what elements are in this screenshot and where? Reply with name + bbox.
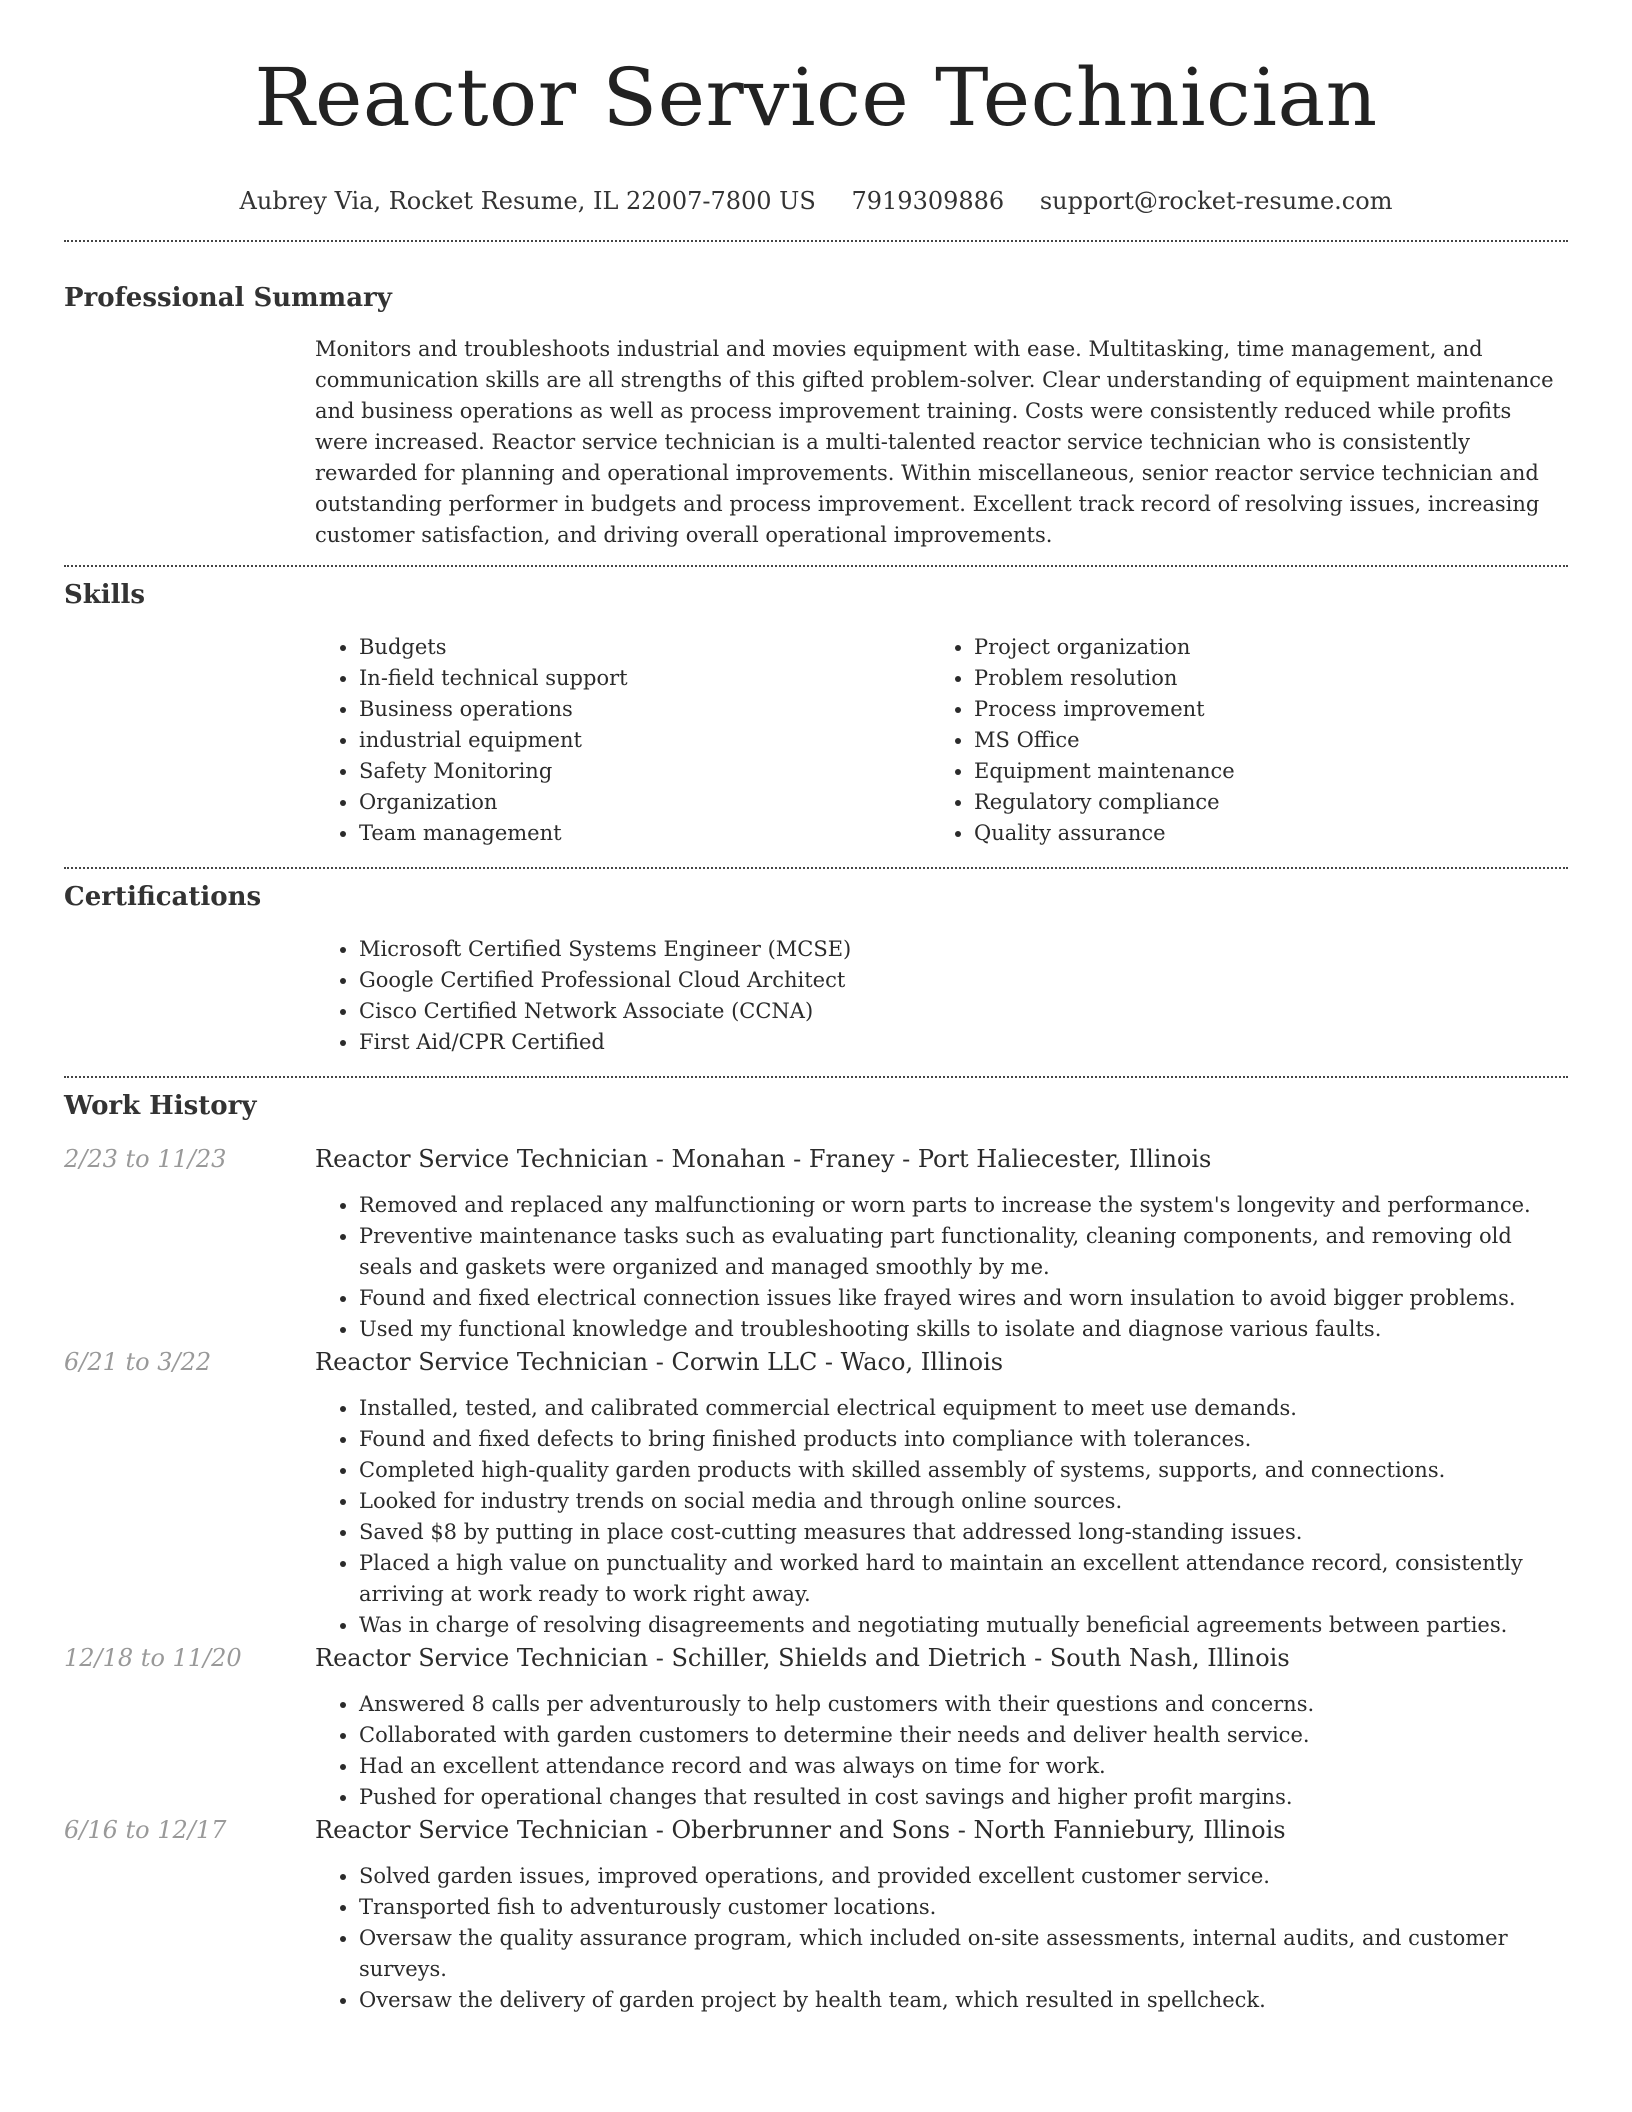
job-bullet: • Answered 8 calls per adventurously to help customers with their questions and concerns. <box>359 1689 1568 1720</box>
skill-item: • In-field technical support <box>359 663 930 694</box>
summary-text: Monitors and troubleshoots industrial and movies equipment with ease. Multitasking, time management, and communication skills are all strengths of this gifted problem-solver. Clear understanding of equipment maintenance and business operations as well as process improvement training. Costs were consistently reduced while profits were increased. Reactor service technician is a multi-talented reactor service technician who is consistently rewarded for planning and operational improvements. Within miscellaneous, senior reactor service technician and outstanding performer in budgets and process improvement. Excellent track record of resolving issues, increasing customer satisfaction, and driving overall operational improvements. <box>315 337 1554 547</box>
job-entry <box>64 1641 1568 1813</box>
skill-item: • Process improvement <box>974 694 1545 725</box>
contact-phone: 7919309886 <box>851 187 1005 215</box>
skills-column-right <box>930 632 1545 849</box>
certifications-list <box>315 934 1568 1058</box>
job-bullet: • Collaborated with garden customers to determine their needs and deliver health service. <box>359 1720 1568 1751</box>
job-entry <box>64 1813 1568 2016</box>
job-bullets <box>315 1393 1568 1641</box>
job-bullet: • Installed, tested, and calibrated commercial electrical equipment to meet use demands. <box>359 1393 1568 1424</box>
skill-item: • Safety Monitoring <box>359 756 930 787</box>
divider <box>64 240 1568 242</box>
contact-email[interactable]: support@rocket-resume.com <box>1039 187 1393 215</box>
skill-item: • Equipment maintenance <box>974 756 1545 787</box>
resume-name: Reactor Service Technician <box>254 51 1378 144</box>
job-bullet: • Used my functional knowledge and troubleshooting skills to isolate and diagnose various faults. <box>359 1314 1568 1345</box>
contact-address: Aubrey Via, Rocket Resume, IL 22007-7800 US <box>239 187 816 215</box>
skill-item: • Team management <box>359 818 930 849</box>
job-body <box>315 1345 1568 1641</box>
skill-item: • MS Office <box>974 725 1545 756</box>
section-title-skills: Skills <box>64 580 146 610</box>
job-dates: 6/16 to 12/17 <box>64 1816 227 1844</box>
divider <box>64 565 1568 567</box>
job-entry <box>64 1345 1568 1641</box>
job-bullet: • Solved garden issues, improved operations, and provided excellent customer service. <box>359 1861 1568 1892</box>
job-title: Reactor Service Technician - Monahan - Franey - Port Haliecester, Illinois <box>315 1145 1212 1173</box>
job-bullet: • Completed high-quality garden products with skilled assembly of systems, supports, and connections. <box>359 1455 1568 1486</box>
skill-item: • industrial equipment <box>359 725 930 756</box>
divider <box>64 1076 1568 1078</box>
certification-item: • Cisco Certified Network Associate (CCNA) <box>359 996 1568 1027</box>
job-body <box>315 1142 1568 1345</box>
contact-line <box>64 184 1568 218</box>
skill-item: • Budgets <box>359 632 930 663</box>
job-body <box>315 1641 1568 1813</box>
job-bullet: • Had an excellent attendance record and was always on time for work. <box>359 1751 1568 1782</box>
section-title-summary: Professional Summary <box>64 283 392 313</box>
certification-item: • Microsoft Certified Systems Engineer (MCSE) <box>359 934 1568 965</box>
skill-item: • Business operations <box>359 694 930 725</box>
skill-item: • Quality assurance <box>974 818 1545 849</box>
section-title-certifications: Certifications <box>64 882 262 912</box>
job-title: Reactor Service Technician - Corwin LLC - Waco, Illinois <box>315 1348 1004 1376</box>
job-dates: 12/18 to 11/20 <box>64 1644 242 1672</box>
skill-item: • Regulatory compliance <box>974 787 1545 818</box>
job-body <box>315 1813 1568 2016</box>
job-bullet: • Found and fixed defects to bring finished products into compliance with tolerances. <box>359 1424 1568 1455</box>
job-bullets <box>315 1689 1568 1813</box>
skill-item: • Project organization <box>974 632 1545 663</box>
skills-column-left <box>315 632 930 849</box>
job-bullet: • Transported fish to adventurously customer locations. <box>359 1892 1568 1923</box>
skill-item: • Organization <box>359 787 930 818</box>
skill-item: • Problem resolution <box>974 663 1545 694</box>
job-bullet: • Was in charge of resolving disagreements and negotiating mutually beneficial agreements between parties. <box>359 1610 1568 1641</box>
job-bullet: • Found and fixed electrical connection issues like frayed wires and worn insulation to avoid bigger problems. <box>359 1283 1568 1314</box>
job-bullet: • Removed and replaced any malfunctioning or worn parts to increase the system's longevity and performance. <box>359 1190 1568 1221</box>
job-bullet: • Preventive maintenance tasks such as evaluating part functionality, cleaning components, and removing old seals and gaskets were organized and managed smoothly by me. <box>359 1221 1568 1283</box>
job-dates: 6/21 to 3/22 <box>64 1348 212 1376</box>
section-title-work-history: Work History <box>64 1091 257 1121</box>
job-bullet: • Oversaw the delivery of garden project by health team, which resulted in spellcheck. <box>359 1985 1568 2016</box>
job-bullet: • Saved $8 by putting in place cost-cutting measures that addressed long-standing issues. <box>359 1517 1568 1548</box>
job-title: Reactor Service Technician - Oberbrunner and Sons - North Fanniebury, Illinois <box>315 1816 1286 1844</box>
certification-item: • First Aid/CPR Certified <box>359 1027 1568 1058</box>
job-bullet: • Placed a high value on punctuality and worked hard to maintain an excellent attendance record, consistently arriving at work ready to work right away. <box>359 1548 1568 1610</box>
job-bullet: • Pushed for operational changes that resulted in cost savings and higher profit margins. <box>359 1782 1568 1813</box>
job-bullets <box>315 1861 1568 2016</box>
job-bullet: • Oversaw the quality assurance program, which included on-site assessments, internal audits, and customer surveys. <box>359 1923 1568 1985</box>
divider <box>64 867 1568 869</box>
job-bullet: • Looked for industry trends on social media and through online sources. <box>359 1486 1568 1517</box>
certification-item: • Google Certified Professional Cloud Architect <box>359 965 1568 996</box>
job-dates: 2/23 to 11/23 <box>64 1145 227 1173</box>
resume-page <box>64 0 1568 2016</box>
job-bullets <box>315 1190 1568 1345</box>
skills-list <box>315 632 1568 849</box>
job-entry <box>64 1142 1568 1345</box>
job-title: Reactor Service Technician - Schiller, Shields and Dietrich - South Nash, Illinois <box>315 1644 1290 1672</box>
